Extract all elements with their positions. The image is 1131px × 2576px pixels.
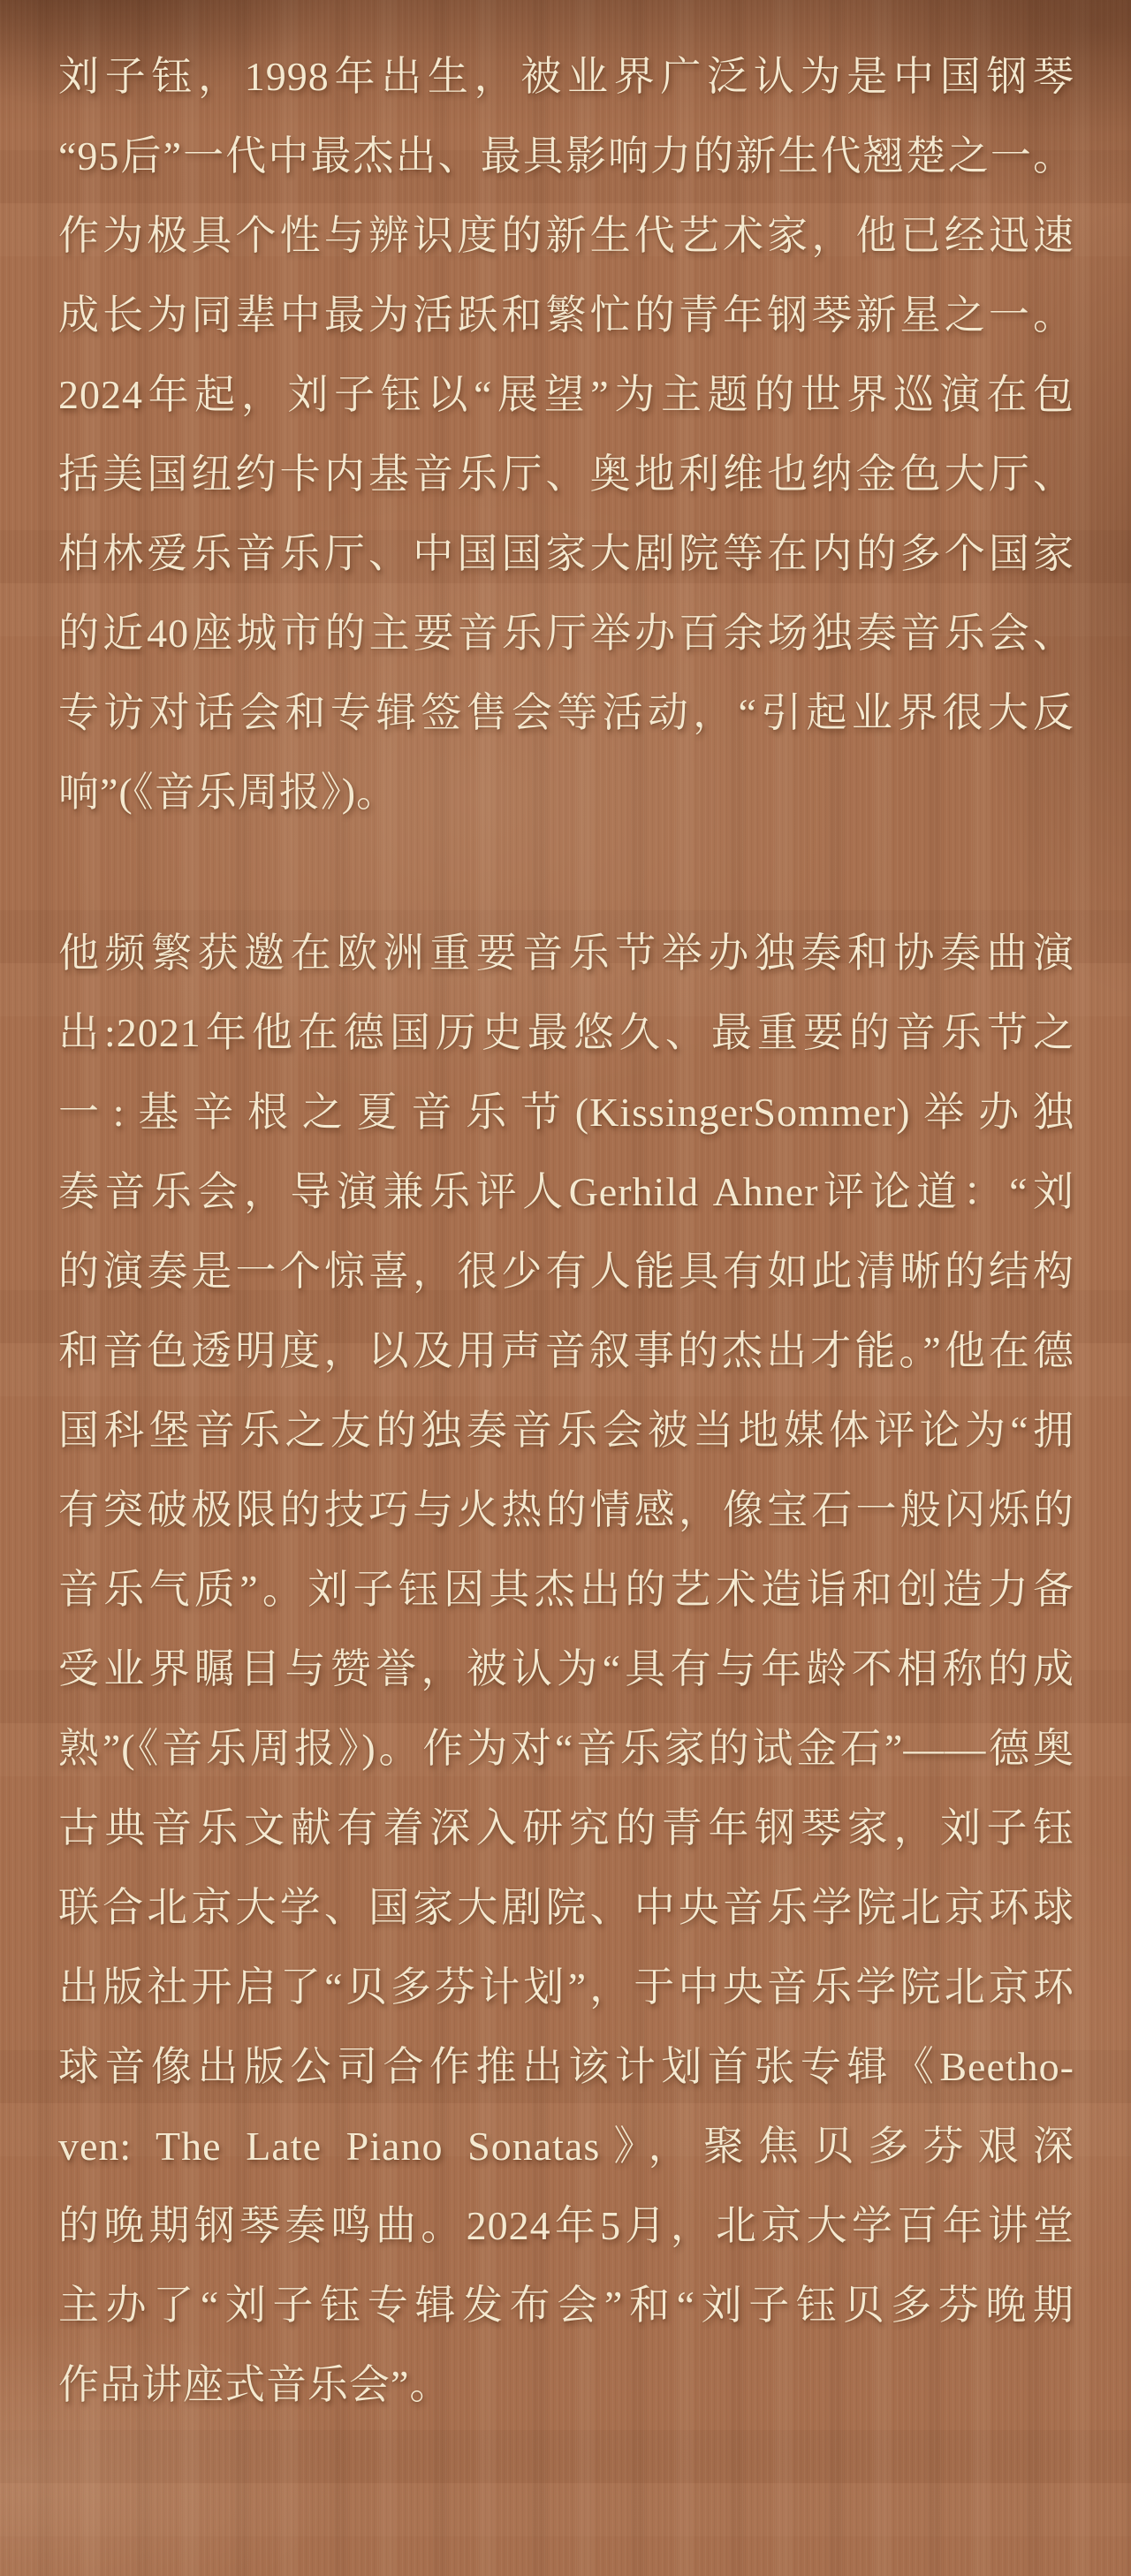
text-line: 的晚期钢琴奏鸣曲。2024年5月，北京大学百年讲堂 <box>58 2203 1074 2248</box>
text-line: 国科堡音乐之友的独奏音乐会被当地媒体评论为“拥 <box>58 1408 1074 1453</box>
text-line: 出版社开启了“贝多芬计划”，于中央音乐学院北京环 <box>58 1964 1074 2010</box>
text-line: 球音像出版公司合作推出该计划首张专辑《Beetho- <box>58 2044 1074 2089</box>
text-line: 括美国纽约卡内基音乐厅、奥地利维也纳金色大厅、 <box>58 452 1074 497</box>
text-line: 音乐气质”。刘子钰因其杰出的艺术造诣和创造力备 <box>58 1567 1074 1612</box>
text-line: 作为极具个性与辨识度的新生代艺术家，他已经迅速 <box>58 213 1074 258</box>
text-line: 2024年起，刘子钰以“展望”为主题的世界巡演在包 <box>58 372 1074 417</box>
text-line: 受业界瞩目与赞誉，被认为“具有与年龄不相称的成 <box>58 1646 1074 1691</box>
text-line: 作品讲座式音乐会”。 <box>58 2362 452 2407</box>
text-line: 他频繁获邀在欧洲重要音乐节举办独奏和协奏曲演 <box>58 931 1074 976</box>
text-line: 的近40座城市的主要音乐厅举办百余场独奏音乐会、 <box>58 611 1074 656</box>
text-line: 专访对话会和专辑签售会等活动，“引起业界很大反 <box>58 690 1074 735</box>
text-line: 主办了“刘子钰专辑发布会”和“刘子钰贝多芬晚期 <box>58 2283 1074 2328</box>
text-line: 和音色透明度，以及用声音叙事的杰出才能。”他在德 <box>58 1328 1074 1373</box>
text-line: 出:2021年他在德国历史最悠久、最重要的音乐节之 <box>58 1010 1074 1055</box>
text-line: 柏林爱乐音乐厅、中国国家大剧院等在内的多个国家 <box>58 531 1074 576</box>
text-line: 古典音乐文献有着深入研究的青年钢琴家，刘子钰 <box>58 1805 1074 1850</box>
text-line: 联合北京大学、国家大剧院、中央音乐学院北京环球 <box>58 1885 1074 1930</box>
paragraph-bio-intro <box>58 37 1074 832</box>
text-line: 的演奏是一个惊喜，很少有人能具有如此清晰的结构 <box>58 1249 1074 1294</box>
text-line: 一:基辛根之夏音乐节(KissingerSommer)举办独 <box>58 1090 1074 1135</box>
text-line: ven: The Late Piano Sonatas》，聚焦贝多芬艰深 <box>58 2124 1074 2169</box>
text-line: 奏音乐会，导演兼乐评人Gerhild Ahner评论道：“刘 <box>58 1169 1074 1214</box>
text-line: 刘子钰，1998年出生，被业界广泛认为是中国钢琴 <box>58 54 1074 99</box>
text-line: “95后”一代中最杰出、最具影响力的新生代翘楚之一。 <box>58 133 1074 179</box>
text-line: 响”(《音乐周报》)。 <box>58 770 399 815</box>
paragraph-performances-recordings <box>58 914 1074 2425</box>
text-line: 有突破极限的技巧与火热的情感，像宝石一般闪烁的 <box>58 1487 1074 1532</box>
text-line: 熟”(《音乐周报》)。作为对“音乐家的试金石”——德奥 <box>58 1726 1074 1771</box>
text-line: 成长为同辈中最为活跃和繁忙的青年钢琴新星之一。 <box>58 293 1074 338</box>
